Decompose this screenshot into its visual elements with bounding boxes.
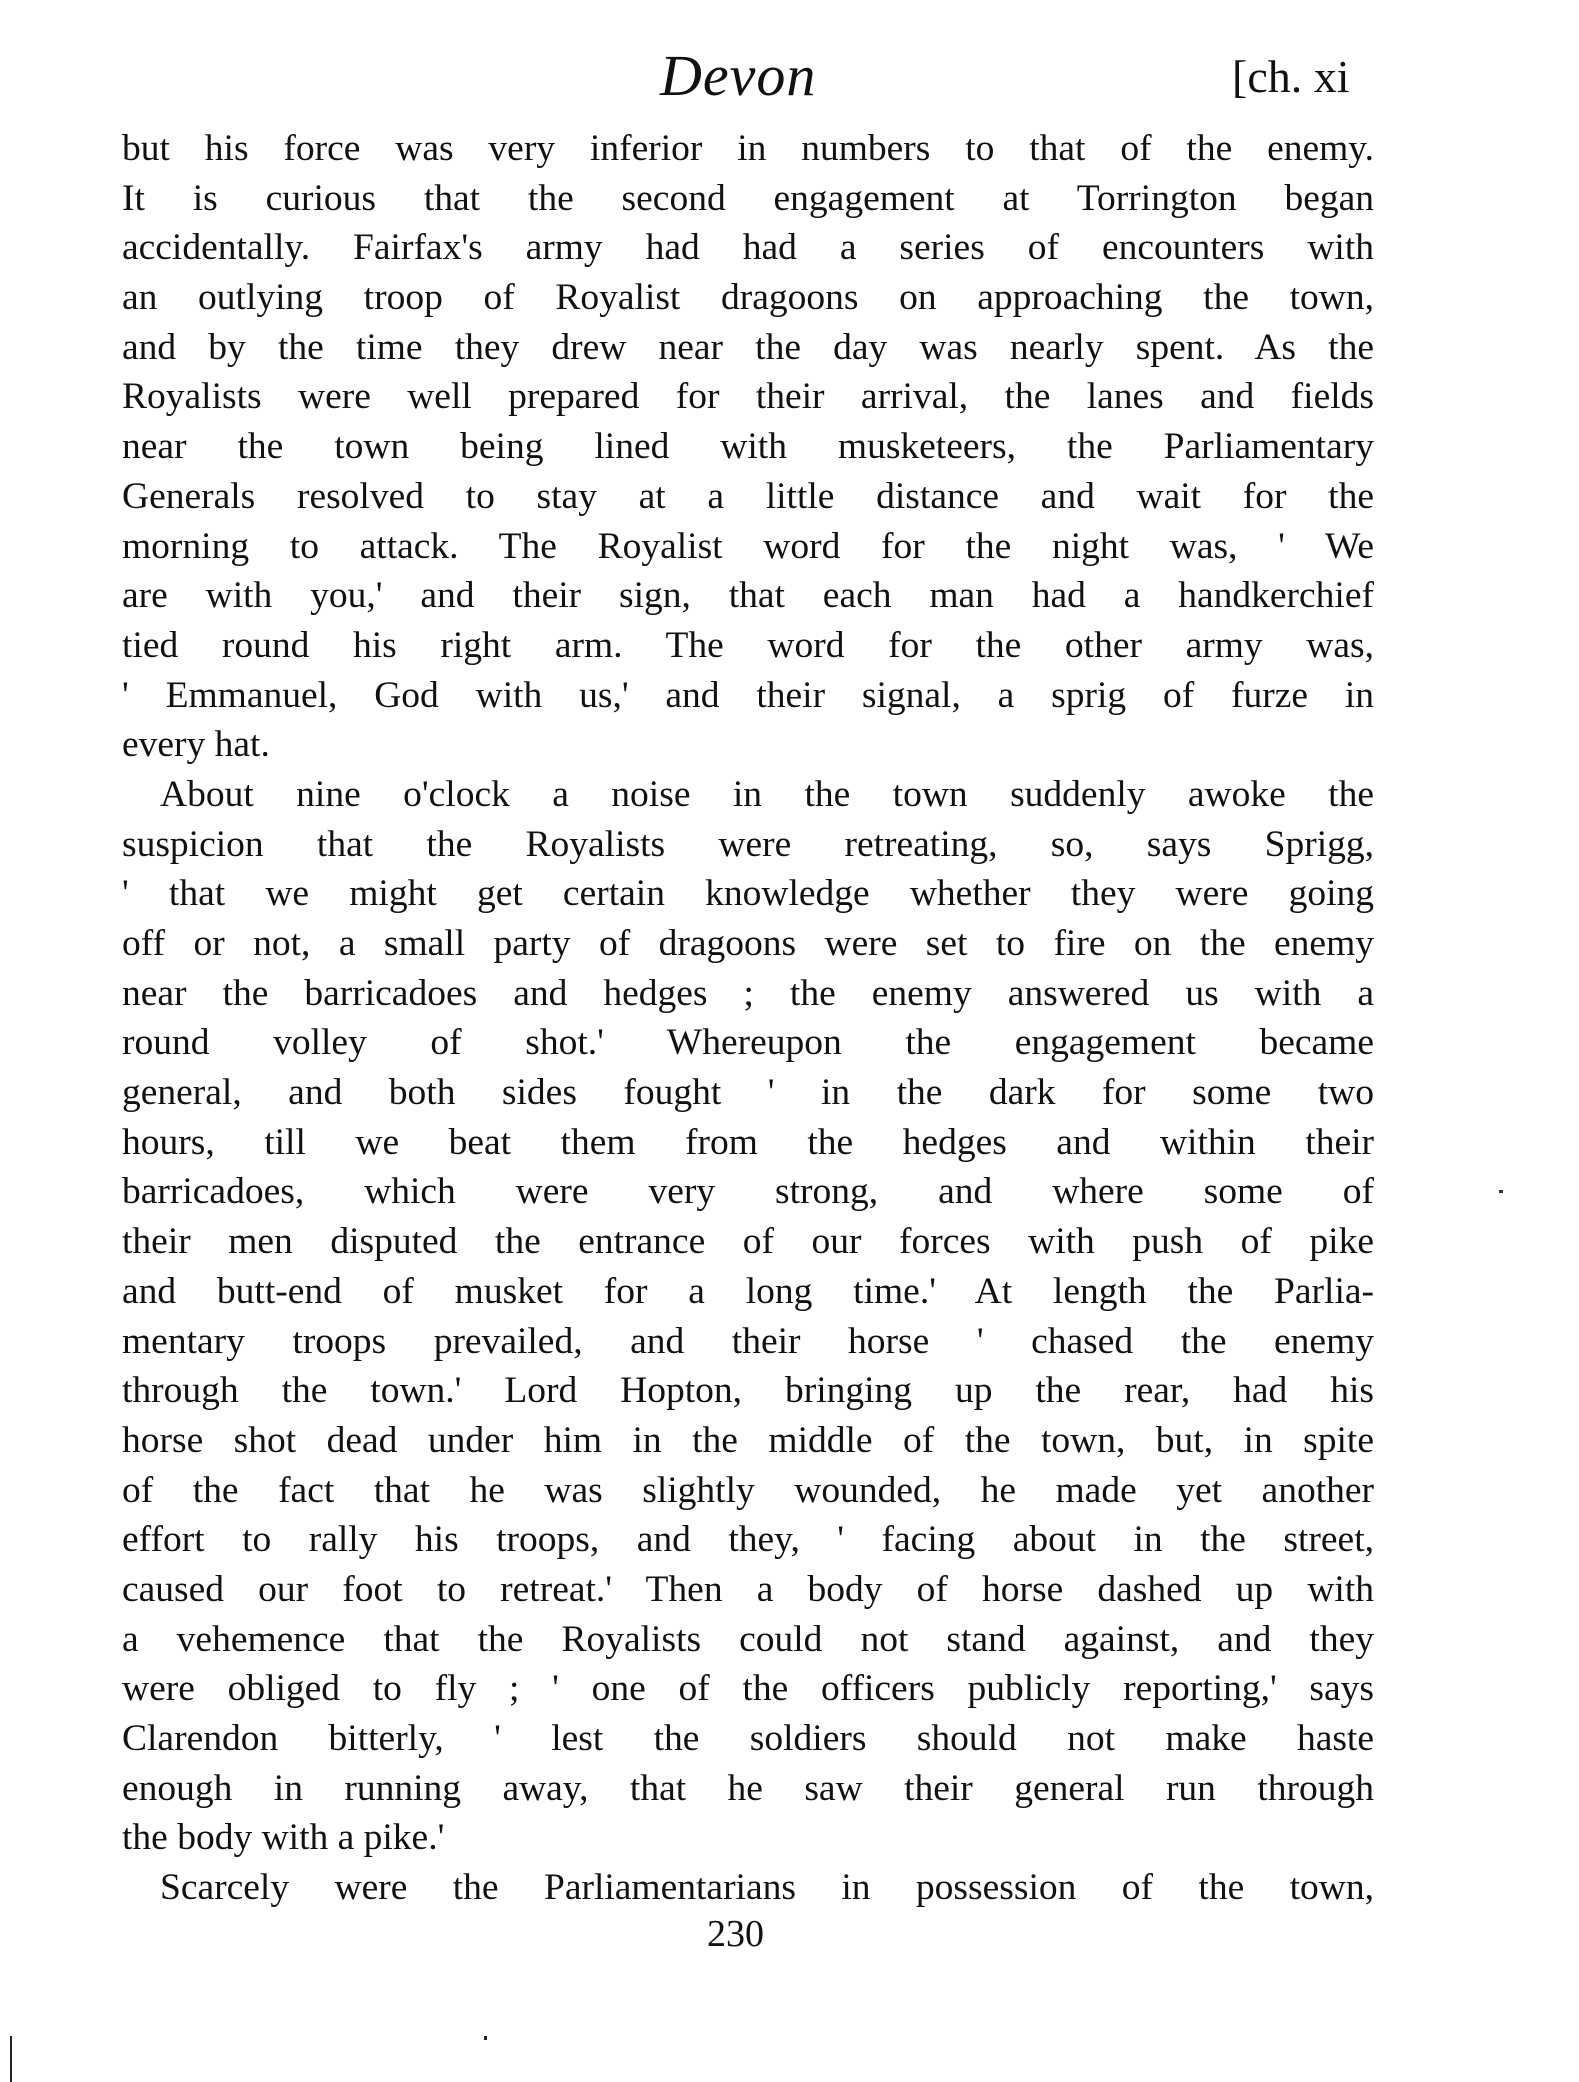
scan-speck bbox=[1499, 1190, 1503, 1193]
text-line: every hat. bbox=[122, 724, 270, 766]
text-line: were obliged to fly ; ' one of the officers publicly reporting,' says bbox=[122, 1668, 1374, 1710]
text-line: enough in running away, that he saw their general run through bbox=[122, 1767, 1374, 1809]
text-line: an outlying troop of Royalist dragoons on approaching the town, bbox=[122, 277, 1374, 319]
body-text bbox=[122, 124, 1374, 1913]
text-line: suspicion that the Royalists were retreating, so, says Sprigg, bbox=[122, 823, 1374, 865]
running-head-title: Devon bbox=[660, 43, 817, 108]
text-line: tied round his right arm. The word for the other army was, bbox=[122, 624, 1374, 666]
paragraph-start-line: Scarcely were the Parliamentarians in possession of the town, bbox=[160, 1867, 1374, 1909]
text-line: near the town being lined with musketeers, the Parliamentary bbox=[122, 426, 1374, 468]
text-line: ' Emmanuel, God with us,' and their signal, a sprig of furze in bbox=[122, 674, 1374, 716]
text-line: ' that we might get certain knowledge whether they were going bbox=[122, 873, 1374, 915]
text-line: are with you,' and their sign, that each man had a handkerchief bbox=[122, 575, 1374, 617]
text-line: through the town.' Lord Hopton, bringing up the rear, had his bbox=[122, 1370, 1374, 1412]
scan-margin-mark bbox=[10, 2036, 12, 2082]
text-line: accidentally. Fairfax's army had had a series of encounters with bbox=[122, 227, 1374, 269]
text-line: and butt-end of musket for a long time.' At length the Parlia- bbox=[122, 1270, 1374, 1312]
text-line: near the barricadoes and hedges ; the enemy answered us with a bbox=[122, 972, 1374, 1014]
text-line: the body with a pike.' bbox=[122, 1817, 445, 1859]
text-line: of the fact that he was slightly wounded, he made yet another bbox=[122, 1469, 1374, 1511]
text-line: hours, till we beat them from the hedges and within their bbox=[122, 1121, 1374, 1163]
text-line: general, and both sides fought ' in the dark for some two bbox=[122, 1072, 1374, 1114]
text-line: round volley of shot.' Whereupon the engagement became bbox=[122, 1022, 1374, 1064]
text-line: Generals resolved to stay at a little distance and wait for the bbox=[122, 475, 1374, 517]
text-line: Clarendon bitterly, ' lest the soldiers should not make haste bbox=[122, 1718, 1374, 1759]
scan-speck bbox=[484, 2036, 487, 2040]
text-line: mentary troops prevailed, and their horse ' chased the enemy bbox=[122, 1320, 1374, 1362]
text-line: and by the time they drew near the day was nearly spent. As the bbox=[122, 326, 1374, 368]
text-line: morning to attack. The Royalist word for the night was, ' We bbox=[122, 525, 1374, 567]
text-line: barricadoes, which were very strong, and where some of bbox=[122, 1171, 1374, 1213]
paragraph-start-line: About nine o'clock a noise in the town suddenly awoke the bbox=[160, 773, 1374, 815]
text-line: their men disputed the entrance of our forces with push of pike bbox=[122, 1221, 1374, 1263]
running-head-chapter: [ch. xi bbox=[1232, 51, 1350, 102]
text-line: effort to rally his troops, and they, ' facing about in the street, bbox=[122, 1519, 1374, 1561]
text-line: horse shot dead under him in the middle of the town, but, in spite bbox=[122, 1419, 1374, 1461]
text-line: caused our foot to retreat.' Then a body of horse dashed up with bbox=[122, 1568, 1374, 1610]
page-number: 230 bbox=[707, 1913, 764, 1955]
text-line: off or not, a small party of dragoons were set to fire on the enemy bbox=[122, 923, 1374, 964]
text-line: but his force was very inferior in numbers to that of the enemy. bbox=[122, 128, 1374, 169]
text-line: a vehemence that the Royalists could not stand against, and they bbox=[122, 1618, 1374, 1660]
text-line: Royalists were well prepared for their arrival, the lanes and fields bbox=[122, 376, 1374, 418]
text-line: It is curious that the second engagement at Torrington began bbox=[122, 177, 1374, 219]
